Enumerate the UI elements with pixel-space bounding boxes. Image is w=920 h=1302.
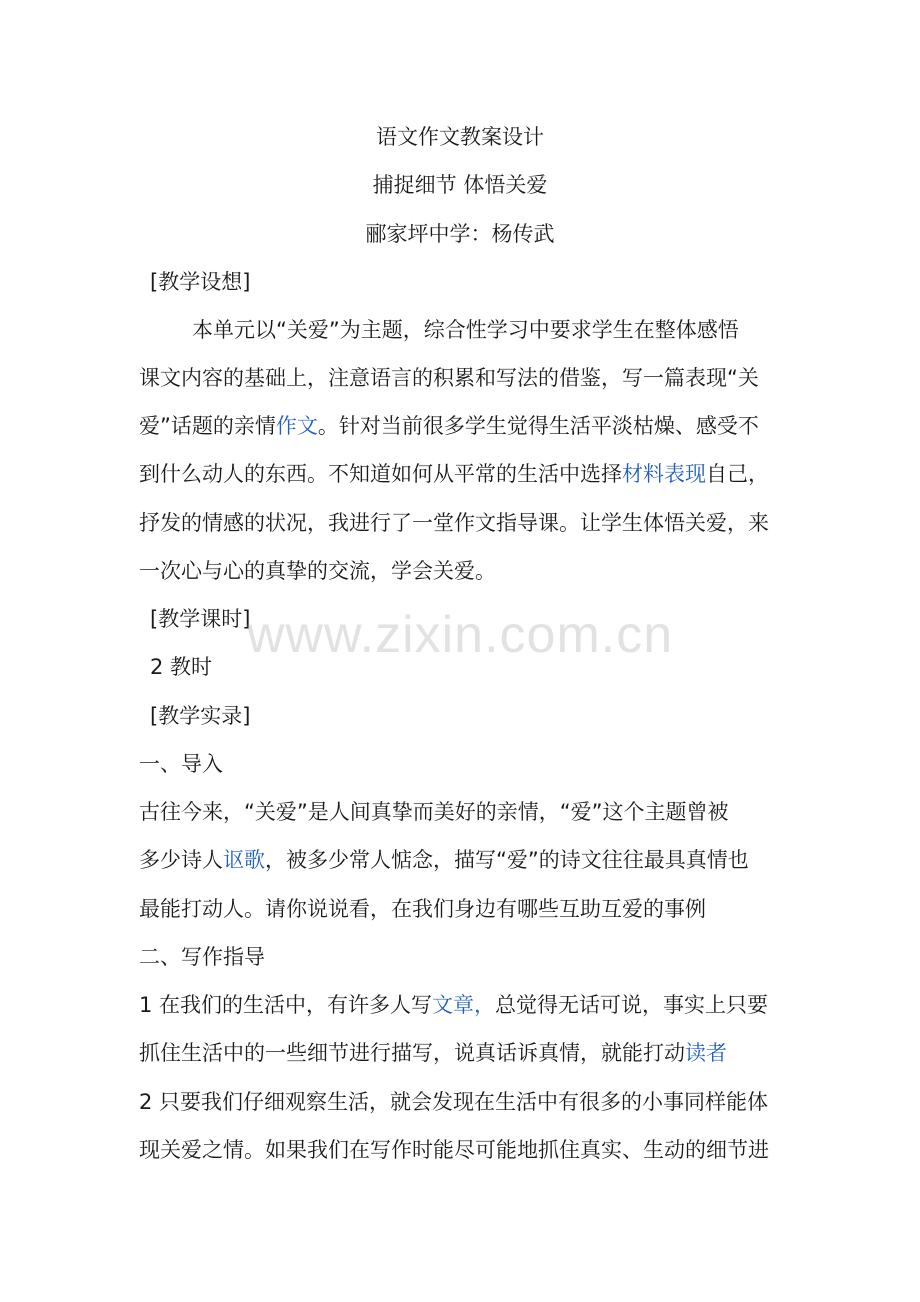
text-span: ，被多少常人惦念，描写“爱”的诗文往往最具真情也 [265,848,749,872]
part2-heading: 二、写作指导 [139,945,265,969]
paragraph-line [139,991,768,1019]
paragraph-line: 一次心与心的真挚的交流，学会关爱。 [139,559,496,583]
text-span: 。针对当前很多学生觉得生活平淡枯燥、感受不 [317,414,759,438]
paragraph-line: 本单元以“关爱”为主题，综合性学习中要求学生在整体感悟 [192,318,739,342]
link-duzhe[interactable]: 读者 [685,1041,727,1065]
document-subtitle: 捕捉细节 体悟关爱 [372,173,548,197]
link-cailiao-biaoxian[interactable]: 材料表现 [622,462,706,486]
paragraph-line [139,846,749,874]
link-zuowen[interactable]: 作文 [275,414,318,438]
paragraph-line: 课文内容的基础上，注意语言的积累和写法的借鉴，写一篇表现“关 [139,366,759,390]
section-heading-design: [教学设想] [150,270,251,294]
paragraph-line [139,1039,727,1067]
watermark: www.zixin.com.cn [246,606,674,664]
link-ouge[interactable]: 讴歌 [223,848,265,872]
paragraph-line: 古往今来，“关爱”是人间真挚而美好的亲情，“爱”这个主题曾被 [139,800,729,824]
text-span: 1 在我们的生活中，有许多人写 [139,993,433,1017]
paragraph-line [139,412,759,440]
link-wenzhang[interactable]: 文章， [432,993,496,1017]
text-span: 自己， [706,462,769,486]
paragraph-line: 2 只要我们仔细观察生活，就会发现在生活中有很多的小事同样能体 [139,1090,769,1114]
hours-value: 2 教时 [150,655,213,679]
text-span: 抓住生活中的一些细节进行描写，说真话诉真情，就能打动 [139,1041,685,1065]
paragraph-line: 抒发的情感的状况，我进行了一堂作文指导课。让学生体悟关爱，来 [139,511,769,535]
paragraph-line: 现关爱之情。如果我们在写作时能尽可能地抓住真实、生动的细节进 [139,1138,769,1162]
text-span: 总觉得无话可说，事实上只要 [495,993,769,1017]
paragraph-line [139,460,769,488]
paragraph-line: 最能打动人。请你说说看，在我们身边有哪些互助互爱的事例 [139,897,706,921]
text-span: 到什么动人的东西。不知道如何从平常的生活中选择 [139,462,622,486]
text-span: 多少诗人 [139,848,223,872]
document-title: 语文作文教案设计 [376,125,544,149]
text-span: 爱”话题的亲情 [139,414,276,438]
document-author: 郦家坪中学：杨传武 [365,222,555,246]
section-heading-record: [教学实录] [150,704,251,728]
part1-heading: 一、导入 [139,752,223,776]
section-heading-hours: [教学课时] [150,607,251,631]
